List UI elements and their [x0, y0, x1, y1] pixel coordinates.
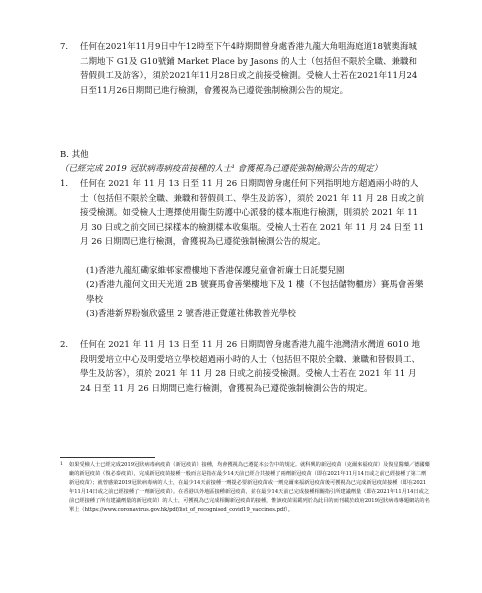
clause-number: 1. [60, 179, 69, 189]
location-item: (2)香港九龍何文田天光道 2B 號賽馬會善樂樓地下及 1 樓（不包括儲物櫃房）賽馬會善樂學校 [86, 280, 424, 305]
footnote-divider [60, 457, 155, 458]
clause-text: 任何在2021年11月9日中午12時至下午4時期間曾身處香港九龍大角咀海庭道18號奧海城二期地下 G1及 G10號鋪 Market Place by Jasons 的人士（包括但不限於全職、兼職和替假員工及訪客），須於2021年11月28日或之前接受檢測。受檢人士若在2021年11月24日至11月26日期間已進行檢測，會獲視為已遵從強制檢測公告的規定。 [80, 42, 418, 96]
footnote [60, 461, 430, 515]
footnote-marker: 1 [60, 462, 63, 467]
clause-number: 2. [60, 340, 69, 350]
clause-text: 任何在 2021 年 11 月 13 日至 11 月 26 日期間曾身處任何下列指明地方超過兩小時的人士（包括但不限於全職、兼職和替假員工、學生及訪客），須於 2021 年 11 月 28 日或之前接受檢測。如受檢人士選擇使用衞生防護中心派發的樣本瓶進行檢測，則須於 2021 年 11 月 30 日或之前交回已採樣本的檢測樣本收集瓶。受檢人士若在 2021 年 11 月 24 日至 11 月 26 日期間已進行檢測，會獲視為已遵從強制檢測公告的規定。 [80, 179, 425, 247]
clause-text: 任何在 2021 年 11 月 13 日至 11 月 26 日期間曾身處香港九龍牛池灣清水灣道 6010 地段明愛培立中心及明愛培立學校超過兩小時的人士（包括但不限於全職、兼職和替假員工、學生及訪客），須於 2021 年 11 月 28 日或之前接受檢測。受檢人士若在 2021 年 11 月 24 日至 11 月 26 日期間已進行檢測，會獲視為已遵從強制檢測公告的規定。 [80, 340, 421, 394]
clause-number: 7. [60, 42, 69, 52]
footnote-text: 如果受檢人士已經完成2019冠狀病毒病疫苗（新冠疫苗）接種，均會獲視為已遵從本公告中的規定。就科興的新冠疫苗（克爾來福疫苗）及復星醫藥／德國藥廠的新冠疫苗（復必泰疫苗），完成新冠疫苗接種一般而言是指在最少14天前已經合共接種了兩劑新冠疫苗（即在2021年11月14日或之前已經接種了第二劑新冠疫苗）；就曾感染2019冠狀病毒病的人士，在最少14天前接種一劑提必要新冠疫苗或一劑克爾來福新冠疫苗後可獲視為已完成新冠疫苗接種（即在2021年11月14日或之前已經接種了一劑新冠疫苗）。在香港以外地區接種新冠疫苗，並在最少14天前已完成接種相關指引所建議劑量（即在2021年11月14日或之前已經接種了所有建議劑量的新冠疫苗）的人士，可獲視為已完成相關新冠疫苗的接種，惟該疫苗需載列於為此目的而刊載於政府2019冠狀病毒專題網站的名單上（https://www.coronavirus.gov.hk/pdf/list_of_recognised_covid19_vaccines.pdf）。 [69, 462, 430, 513]
section-heading: B. 其他 [60, 150, 89, 160]
section-note: （已經完成 2019 冠狀病毒病疫苗接種的人士¹ 會獲視為已遵從強制檢測公告的規定） [60, 164, 383, 174]
clause-b2 [60, 338, 425, 396]
clause-b1 [60, 177, 425, 250]
clause-7 [60, 40, 425, 98]
location-item: (1)香港九龍紅磡家維邨家禮樓地下香港保護兒童會祈廉士日託嬰兒園 [86, 266, 345, 276]
location-item: (3)香港新界粉嶺欣盛里 2 號香港正覺蓮社佛教普光學校 [86, 309, 296, 319]
